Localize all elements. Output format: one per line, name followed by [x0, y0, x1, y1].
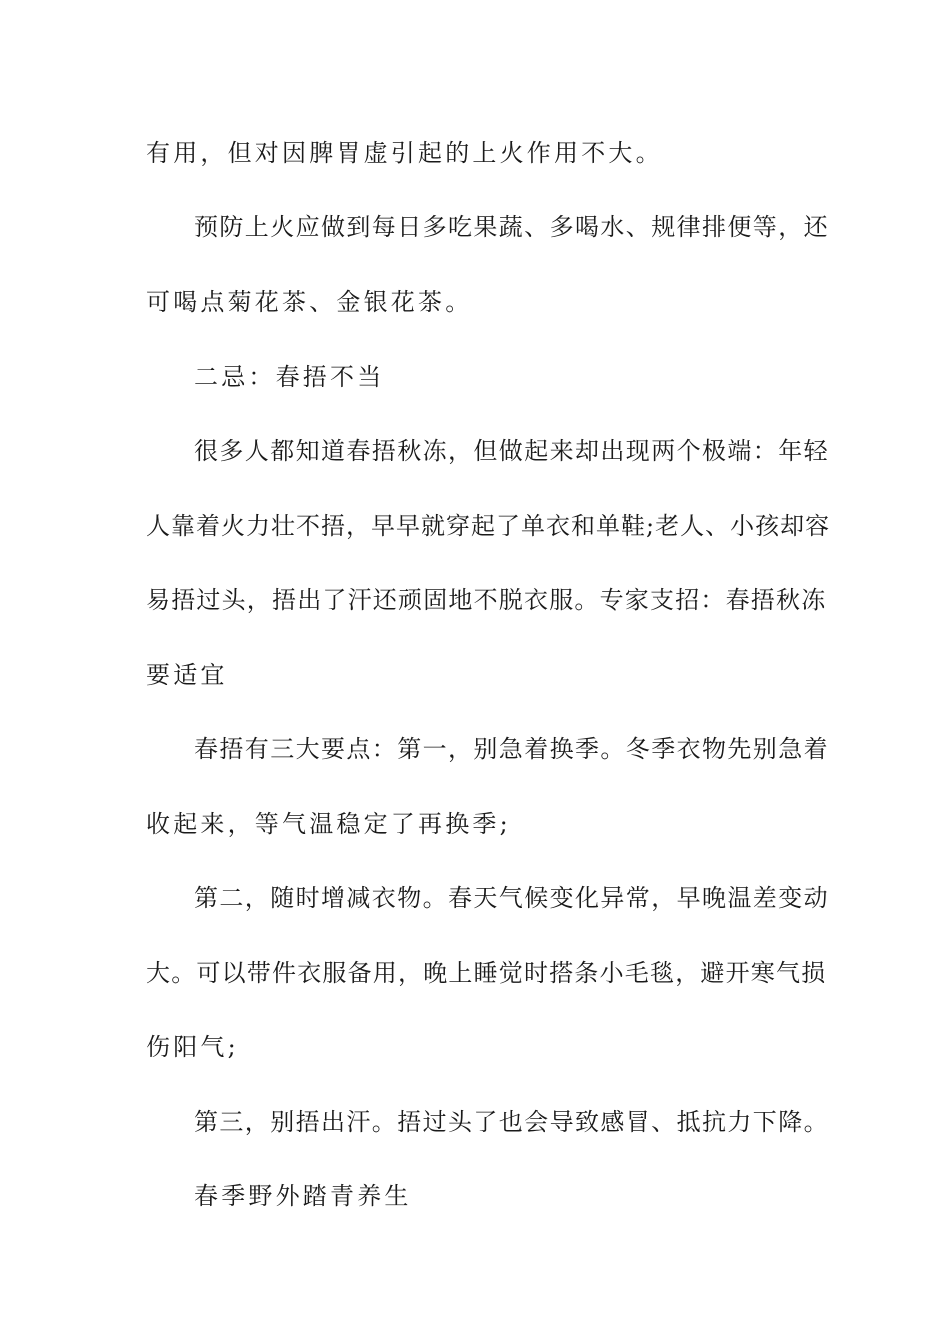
text-line: 易捂过头，捂出了汗还顽固地不脱衣服。专家支招：春捂秋冻	[146, 586, 827, 614]
text-line: 预防上火应做到每日多吃果蔬、多喝水、规律排便等，还	[194, 213, 829, 241]
text-line: 第三，别捂出汗。捂过头了也会导致感冒、抵抗力下降。	[194, 1108, 829, 1136]
text-line: 收起来，等气温稳定了再换季;	[146, 810, 511, 838]
text-line: 春捂有三大要点：第一，别急着换季。冬季衣物先别急着	[194, 735, 829, 763]
text-line: 伤阳气;	[146, 1033, 239, 1061]
text-line: 很多人都知道春捂秋冻，但做起来却出现两个极端：年轻	[194, 437, 829, 465]
text-line: 有用，但对因脾胃虚引起的上火作用不大。	[146, 139, 663, 167]
text-line: 人靠着火力壮不捂，早早就穿起了单衣和单鞋;老人、小孩却容	[146, 512, 831, 540]
section-heading: 二忌：春捂不当	[194, 363, 385, 391]
text-line: 大。可以带件衣服备用，晚上睡觉时搭条小毛毯，避开寒气损	[146, 959, 827, 987]
text-line: 第二，随时增减衣物。春天气候变化异常，早晚温差变动	[194, 884, 829, 912]
text-line: 要适宜	[146, 661, 228, 689]
text-line: 可喝点菊花茶、金银花茶。	[146, 288, 473, 316]
section-heading: 春季野外踏青养生	[194, 1182, 412, 1210]
